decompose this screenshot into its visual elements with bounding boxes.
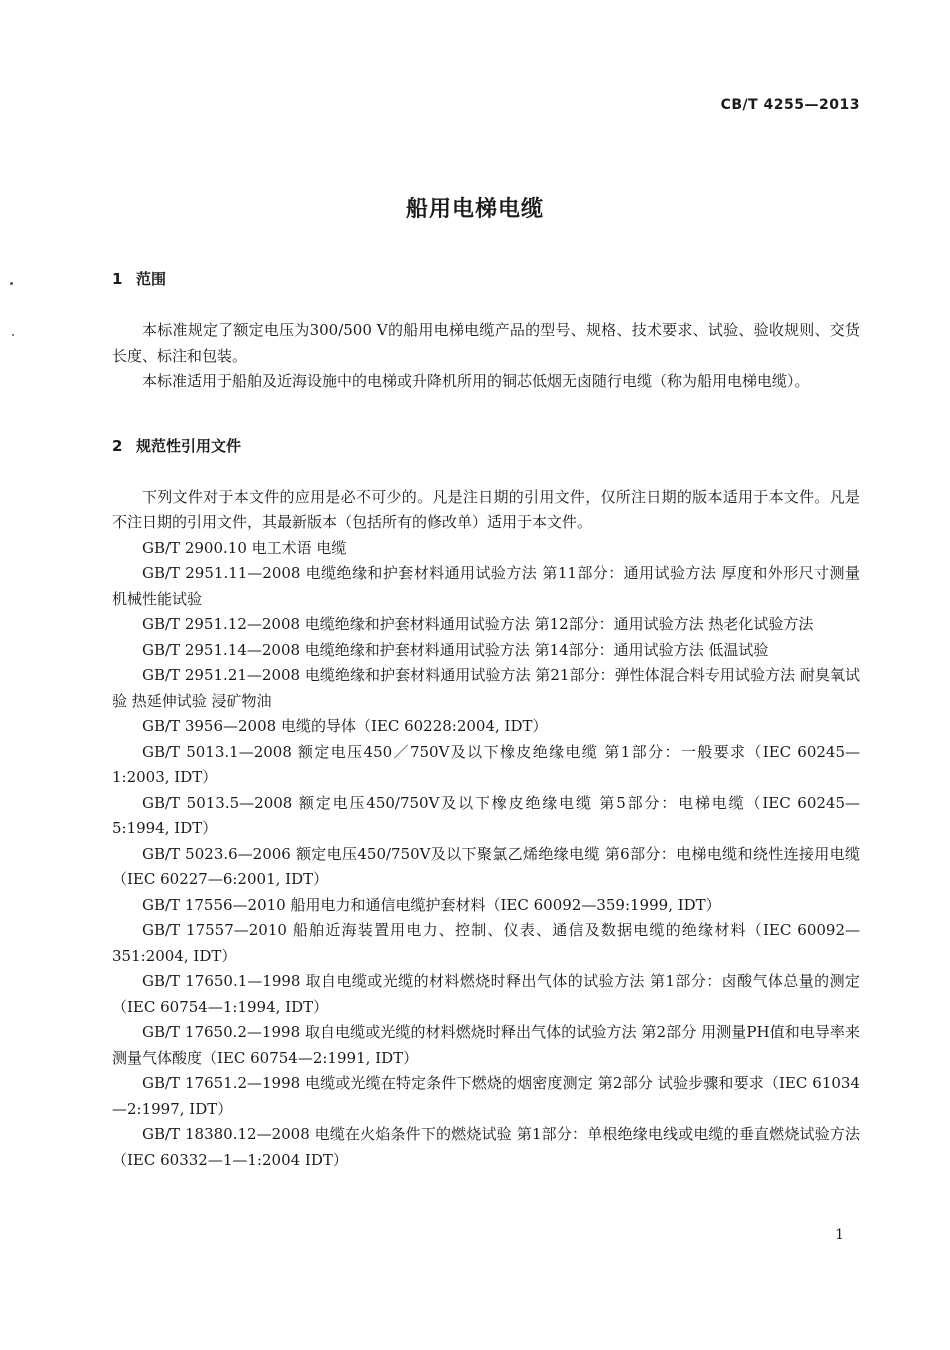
reference-item: GB/T 5023.6—2006 额定电压450/750V及以下聚氯乙烯绝缘电缆 第6部分：电梯电缆和绕性连接用电缆（IEC 60227—6:2001, IDT） (112, 844, 860, 888)
reference-item: GB/T 18380.12—2008 电缆在火焰条件下的燃烧试验 第1部分：单根绝缘电线或电缆的垂直燃烧试验方法（IEC 60332—1—1:2004 IDT） (112, 1125, 860, 1169)
section-title: 范围 (136, 270, 167, 288)
reference-item: GB/T 17650.2—1998 取自电缆或光缆的材料燃烧时释出气体的试验方法 第2部分 用测量PH值和电导率来测量气体酸度（IEC 60754—2:1991, IDT） (112, 1023, 860, 1067)
reference-item: GB/T 17651.2—1998 电缆或光缆在特定条件下燃烧的烟密度测定 第2部分 试验步骤和要求（IEC 61034—2:1997, IDT） (112, 1074, 860, 1118)
scan-speck (10, 282, 13, 285)
reference-item: GB/T 2900.10 电工术语 电缆 (142, 538, 347, 557)
reference-item: GB/T 5013.5—2008 额定电压450/750V及以下橡皮绝缘电缆 第5部分：电梯电缆（IEC 60245—5:1994, IDT） (112, 793, 860, 837)
paragraph: 本标准规定了额定电压为300/500 V的船用电梯电缆产品的型号、规格、技术要求、试验、验收规则、交货长度、标注和包装。 (112, 321, 860, 365)
section-heading-scope (112, 266, 860, 292)
reference-item: GB/T 2951.12—2008 电缆绝缘和护套材料通用试验方法 第12部分：通用试验方法 热老化试验方法 (142, 615, 814, 633)
reference-item: GB/T 17650.1—1998 取自电缆或光缆的材料燃烧时释出气体的试验方法 第1部分：卤酸气体总量的测定（IEC 60754—1:1994, IDT） (112, 972, 860, 1016)
document-title: 船用电梯电缆 (405, 197, 544, 222)
reference-item: GB/T 2951.21—2008 电缆绝缘和护套材料通用试验方法 第21部分：弹性体混合料专用试验方法 耐臭氧试验 热延伸试验 浸矿物油 (112, 666, 860, 710)
reference-item: GB/T 2951.14—2008 电缆绝缘和护套材料通用试验方法 第14部分：通用试验方法 低温试验 (142, 640, 769, 659)
reference-item: GB/T 17556—2010 船用电力和通信电缆护套材料（IEC 60092—359:1999, IDT） (142, 895, 721, 914)
reference-item: GB/T 3956—2008 电缆的导体（IEC 60228:2004, IDT） (142, 717, 548, 735)
paragraph: 下列文件对于本文件的应用是必不可少的。凡是注日期的引用文件，仅所注日期的版本适用于本文件。凡是不注日期的引用文件，其最新版本（包括所有的修改单）适用于本文件。 (112, 487, 860, 531)
section-number: 1 (112, 270, 123, 288)
scan-speck (12, 334, 14, 336)
reference-item: GB/T 5013.1—2008 额定电压450／750V及以下橡皮绝缘电缆 第1部分：一般要求（IEC 60245—1:2003, IDT） (112, 742, 860, 786)
section-heading-normative-references (112, 433, 860, 459)
reference-item: GB/T 2951.11—2008 电缆绝缘和护套材料通用试验方法 第11部分：通用试验方法 厚度和外形尺寸测量 机械性能试验 (112, 564, 860, 608)
page-number: 1 (835, 1227, 844, 1243)
section-title: 规范性引用文件 (136, 436, 242, 455)
standard-code: CB/T 4255—2013 (720, 97, 860, 113)
section-number: 2 (112, 436, 123, 455)
paragraph: 本标准适用于船舶及近海设施中的电梯或升降机所用的铜芯低烟无卤随行电缆（称为船用电梯电缆）。 (142, 372, 810, 390)
document-body (112, 266, 860, 1173)
reference-item: GB/T 17557—2010 船舶近海装置用电力、控制、仪表、通信及数据电缆的绝缘材料（IEC 60092—351:2004, IDT） (112, 921, 860, 965)
